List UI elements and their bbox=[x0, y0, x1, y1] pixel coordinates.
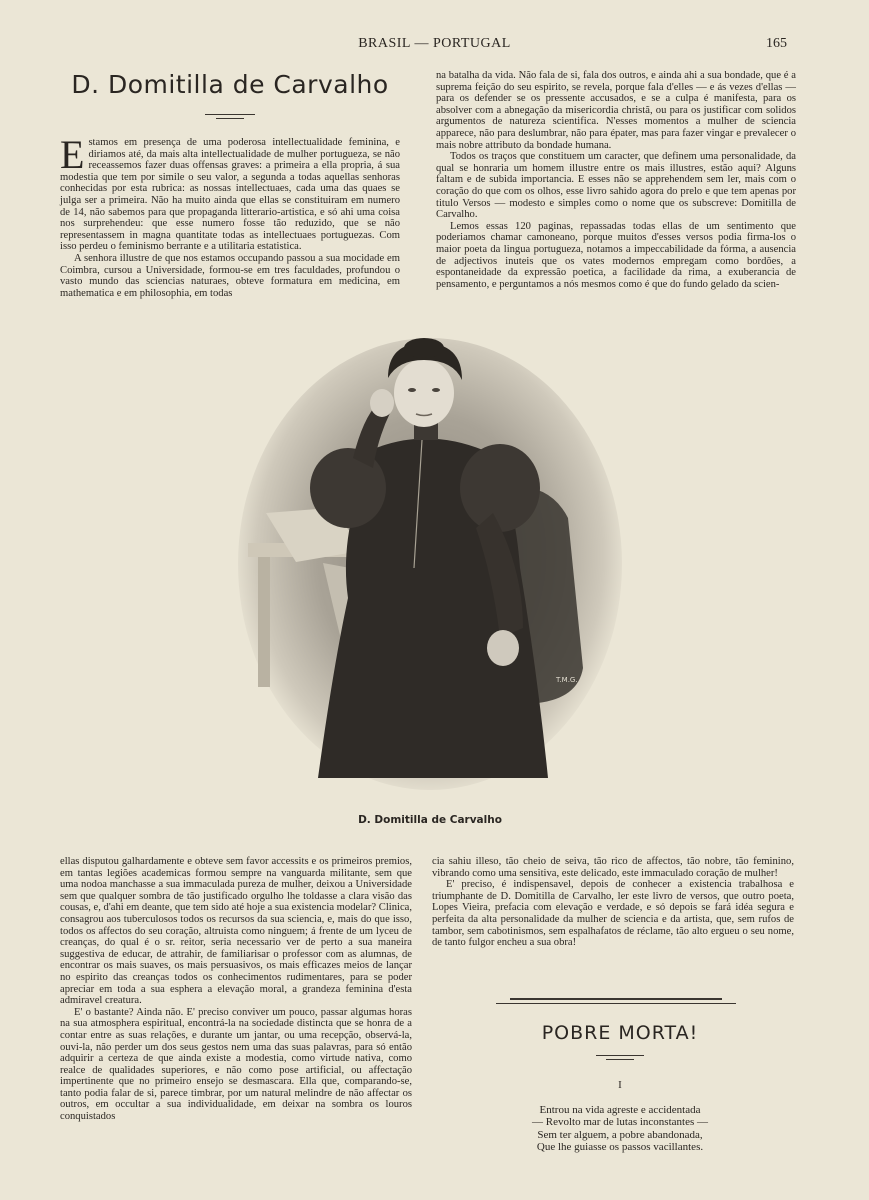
paragraph: cia sahiu illeso, tão cheio de seiva, tão rico de affectos, tão nobre, tão feminino, vibrando como uma sensitiva, este delicado, este immaculado coração de mulher! bbox=[432, 856, 794, 879]
portrait-photograph bbox=[238, 338, 622, 790]
article-title: D. Domitilla de Carvalho bbox=[71, 70, 389, 99]
article-end-rule-thin bbox=[496, 1003, 736, 1004]
paragraph: ellas disputou galhardamente e obteve sem favor accessits e os primeiros premios, em tantas legiões academicas formou sempre na vanguarda militante, sem que uma nodoa manchasse a sua immaculada pureza de mulher, deixou a Universidade sem que qualquer sombra de tão justificado orgulho lhe toldasse a clara visão das cousas, e, d'ahi em deante, que tem sido até hoje a sua existencia modelar? Clinica, consagrou aos tuberculosos todos os recursos da sua sciencia, e, mais do que isso, todos os affectos do seu coração, altruista como ninguem; á frente de um lyceu de creanças, do qual é o sr. reitor, seria necessario ver de perto a sua maneira suggestiva de educar, de attrahir, de familiarisar o professor com as alumnas, de encontrar os mais suaves, os mais persuasivos, os mais efficazes meios de lançar no espirito das creanças todos os conhecimentos rudimentares, para se poder apreciar em toda a sua esphera a elevação moral, a grandeza feminina d'esta admiravel creatura. bbox=[60, 856, 412, 1007]
portrait-illustration bbox=[238, 338, 622, 790]
poem-title-rule bbox=[596, 1055, 644, 1056]
artist-mark: T.M.G. bbox=[556, 676, 578, 684]
poem-line: — Revolto mar de lutas inconstantes — bbox=[532, 1116, 708, 1129]
poem-line: Que lhe guiasse os passos vacillantes. bbox=[536, 1141, 704, 1154]
column-top-right bbox=[436, 70, 796, 290]
poem-stanza bbox=[470, 1104, 770, 1154]
paragraph-text: stamos em presença de uma poderosa intellectualidade feminina, e diriamos até, da mais alta intellectualidade de mulher portugueza, se não receassemos fazer duas offensas graves: a primeira a ella propria, á sua modestia que tem por simile o seu valor, a segunda a todas aquellas senhoras conhecidas por esta rubrica: as nossas intellectuaes, cada uma das quaes se julga ser a primeira. Não ha muito ainda que ellas se constituiram em numero de 14, não sabemos para que propaganda litterario-artistica, e só ahi uma coisa nos surprehendeu: que esse numero fosse tão reduzido, que se não representassem in magna quantitate todas as intellectuaes portuguezas. Com isso perdeu o feminismo berrante e a utilitaria estatistica. bbox=[60, 137, 400, 253]
column-bottom-left bbox=[60, 856, 412, 1123]
paragraph: na batalha da vida. Não fala de si, fala dos outros, e ainda ahi a sua bondade, que é a suprema feição do seu espirito, se revela, porque fala d'elles — e ás vezes d'ellas — para os defender se os pressente accusados, e se a culpa é manifesta, para os absolver com a abnegação da misericordia christã, ou para os justificar com solidos argumentos de natureza scientifica. N'esses momentos a mulher de sciencia apparece, não para deslumbrar, não para épater, mas para fazer vingar e prevalecer o mais nobre attributo da bondade humana. bbox=[436, 70, 796, 151]
poem-section-numeral: I bbox=[618, 1079, 622, 1091]
title-rule-short bbox=[216, 118, 244, 119]
dropcap: E bbox=[60, 132, 85, 177]
article-end-rule bbox=[510, 998, 722, 1000]
figure-caption: D. Domitilla de Carvalho bbox=[358, 814, 502, 826]
poem-line: Sem ter alguem, a pobre abandonada, bbox=[537, 1128, 703, 1141]
running-title: BRASIL — PORTUGAL bbox=[358, 36, 511, 51]
paragraph-opening bbox=[60, 132, 400, 253]
paragraph: E' o bastante? Ainda não. E' preciso conviver um pouco, passar algumas horas na sua atmosphera espiritual, encontrá-la na sociedade distincta que se honra de a contar entre as suas relações, e durante um jantar, ou uma recepção, observá-la, ouvi-la, não perder um dos seus gestos nem uma das suas palavras, para só então adquirir a certeza de que ainda existe a modestia, como virtude nativa, como realce de qualidades superiores, e não como pose artificial, ou affectação impertinente que no primeiro ensejo se desmascara. Ella que, comparando-se, tanto podia falar de si, parece timbrar, por um natural melindre de não affectar os outros, em occultar a sua individualidade, em deixar na sombra os louros conquistados bbox=[60, 1006, 412, 1123]
poem-line: Entrou na vida agreste e accidentada bbox=[539, 1104, 701, 1116]
paragraph: Lemos essas 120 paginas, repassadas todas ellas de um sentimento que poderiamos chamar camoneano, porque muitos d'esses versos podia firma-los o maior poeta da lingua portugueza, notamos a impeccabilidade da fórma, a ausencia de adjectivos inuteis que os vates modernos empregam como bordões, a espontaneidade da expressão poetica, a facilidade da rima, a exuberancia de pensamento, e perguntamos a nós mesmos como é que do fundo gelado da scien- bbox=[436, 220, 796, 290]
paragraph: Todos os traços que constituem um caracter, que definem uma personalidade, da qual se honraria um homem illustre entre os mais illustres, estão aqui? Alguns faltam e de subida importancia. E esses não se apprehendem sem ler, mais com o coração do que com os olhos, esse livro sahido agora do prelo e que tem apenas por titulo Versos — modesto e simples como o nome que os subscreve: Domitilla de Carvalho. bbox=[436, 151, 796, 221]
poem-title: POBRE MORTA! bbox=[541, 1022, 699, 1044]
column-bottom-right bbox=[432, 856, 794, 949]
paragraph: E' preciso, é indispensavel, depois de conhecer a existencia trabalhosa e triumphante de D. Domitilla de Carvalho, ler este livro de versos, que outro poeta, Lopes Vieira, prefacia com elevação e verdade, e só depois se fará idéa segura e perfeita da alta personalidade da mulher de sciencia e da artista, que, sem rufos de tambor, sem cabotinismos, sem espalhafatos de réclame, tão alto ergueu o seu nome, de tanto fulgor encheu a sua obra! bbox=[432, 879, 794, 949]
title-rule-long bbox=[205, 114, 255, 115]
page-number: 165 bbox=[766, 36, 787, 51]
poem-title-rule-short bbox=[606, 1059, 634, 1060]
paragraph: A senhora illustre de que nos estamos occupando passou a sua mocidade em Coimbra, cursou a Universidade, formou-se em tres faculdades, profundou o vasto mundo das sciencias naturaes, obteve formatura em medicina, em mathematica e em philosophia, em todas bbox=[60, 252, 400, 299]
column-top-left bbox=[60, 132, 400, 299]
